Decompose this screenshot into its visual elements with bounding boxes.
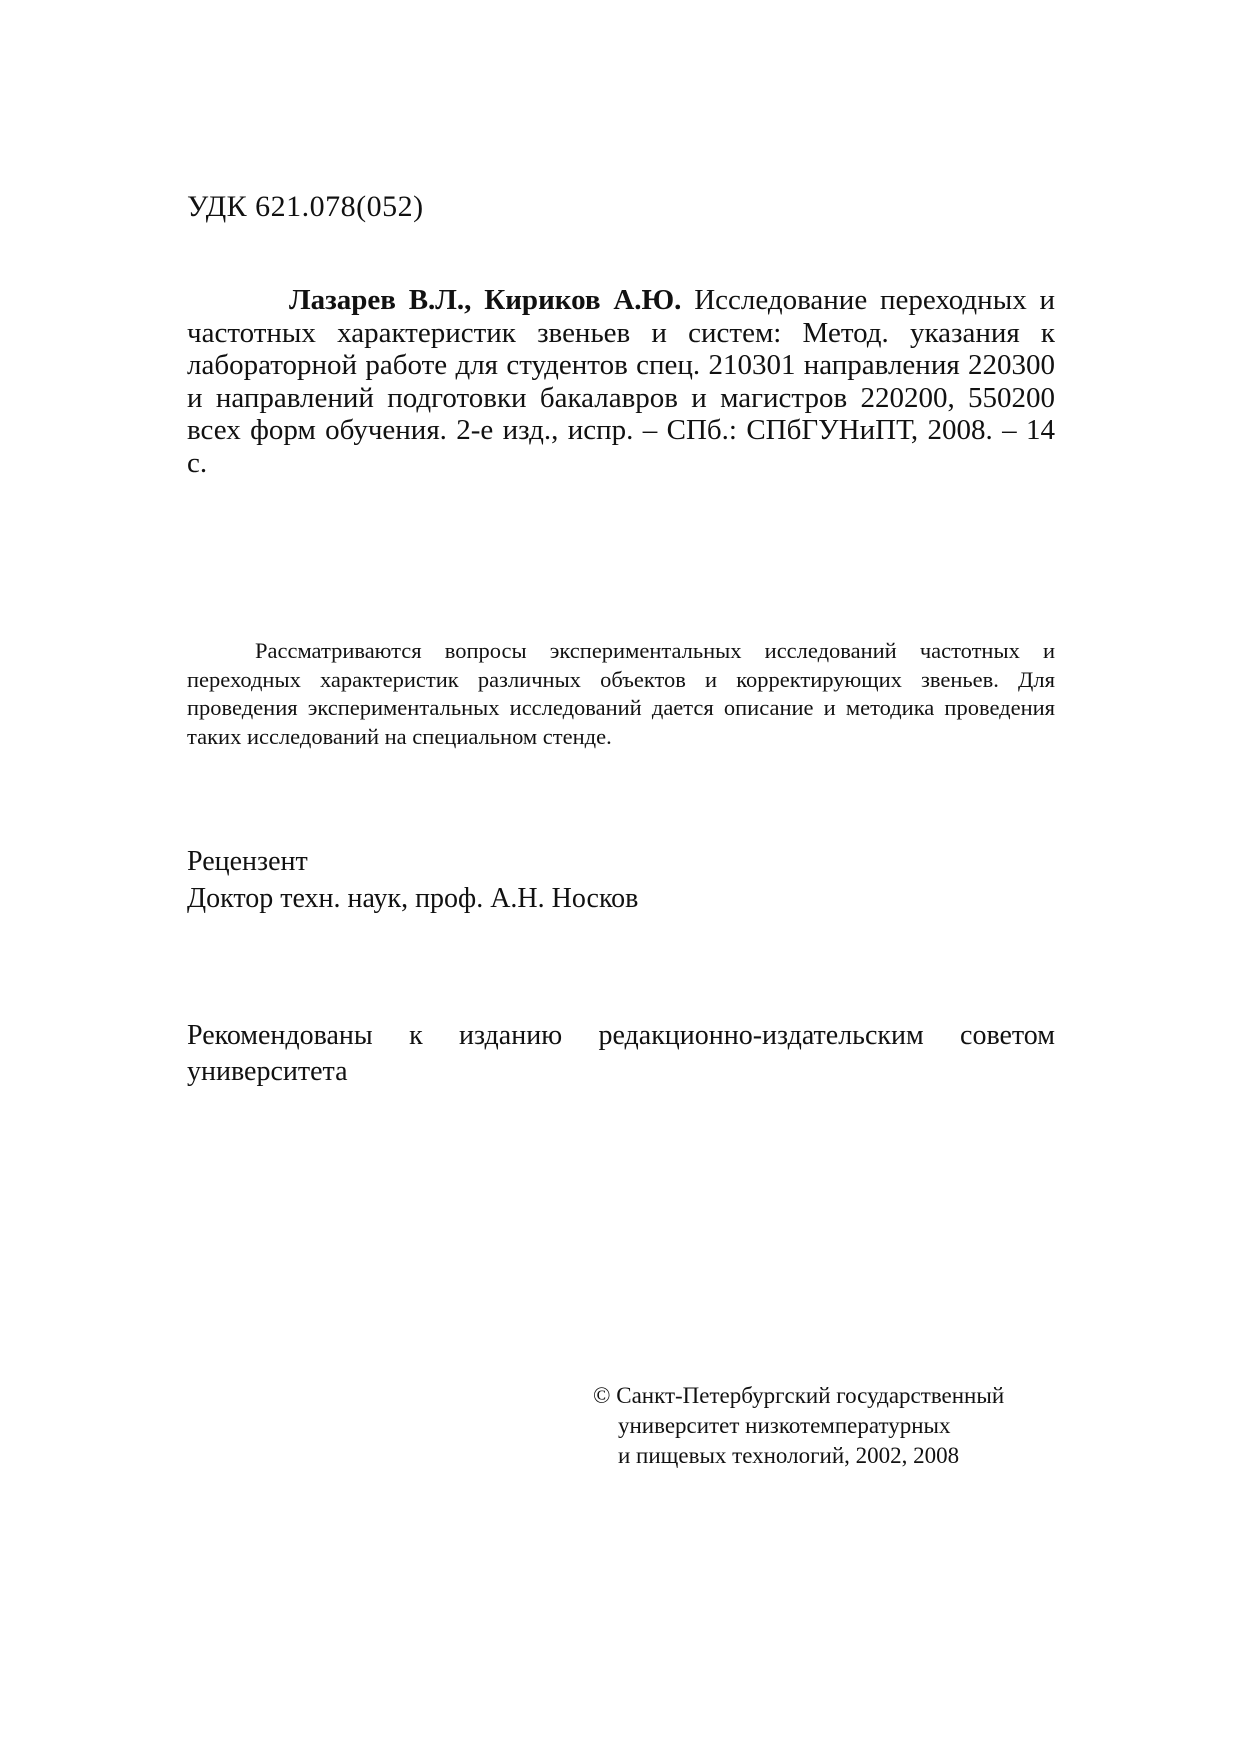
udk-code: УДК 621.078(052)	[187, 190, 424, 223]
copyright-line-2: университет низкотемпературных	[618, 1413, 951, 1438]
biblio-text: Исследование переходных и частотных характеристик звеньев и систем: Метод. указания к лабораторной работе для студентов спец. 210301 направления 220300 и направлений подготовки бакалавров и магистров 220200, 550200 всех форм обучения. 2-е изд., испр. – СПб.: СПбГУНиПТ, 2008. – 14 с.	[187, 284, 1055, 479]
biblio-authors: Лазарев В.Л., Кириков А.Ю.	[289, 284, 682, 316]
reviewer-name: Доктор техн. наук, проф. А.Н. Носков	[187, 883, 639, 914]
copyright-line-1: © Санкт-Петербургский государственный	[593, 1383, 1005, 1408]
publication-recommendation: Рекомендованы к изданию редакционно-издательским советом университета	[187, 1020, 1055, 1087]
copyright-notice	[593, 1381, 1004, 1471]
reviewer-block	[187, 843, 638, 917]
reviewer-heading: Рецензент	[187, 846, 308, 877]
abstract-text: Рассматриваются вопросы экспериментальных исследований частотных и переходных характеристик различных объектов и корректирующих звеньев. Для проведения экспериментальных исследований дается описание и методика проведения таких исследований на специальном стенде.	[187, 638, 1055, 749]
bibliographic-description	[187, 284, 1055, 479]
copyright-line-3: и пищевых технологий, 2002, 2008	[618, 1443, 960, 1468]
